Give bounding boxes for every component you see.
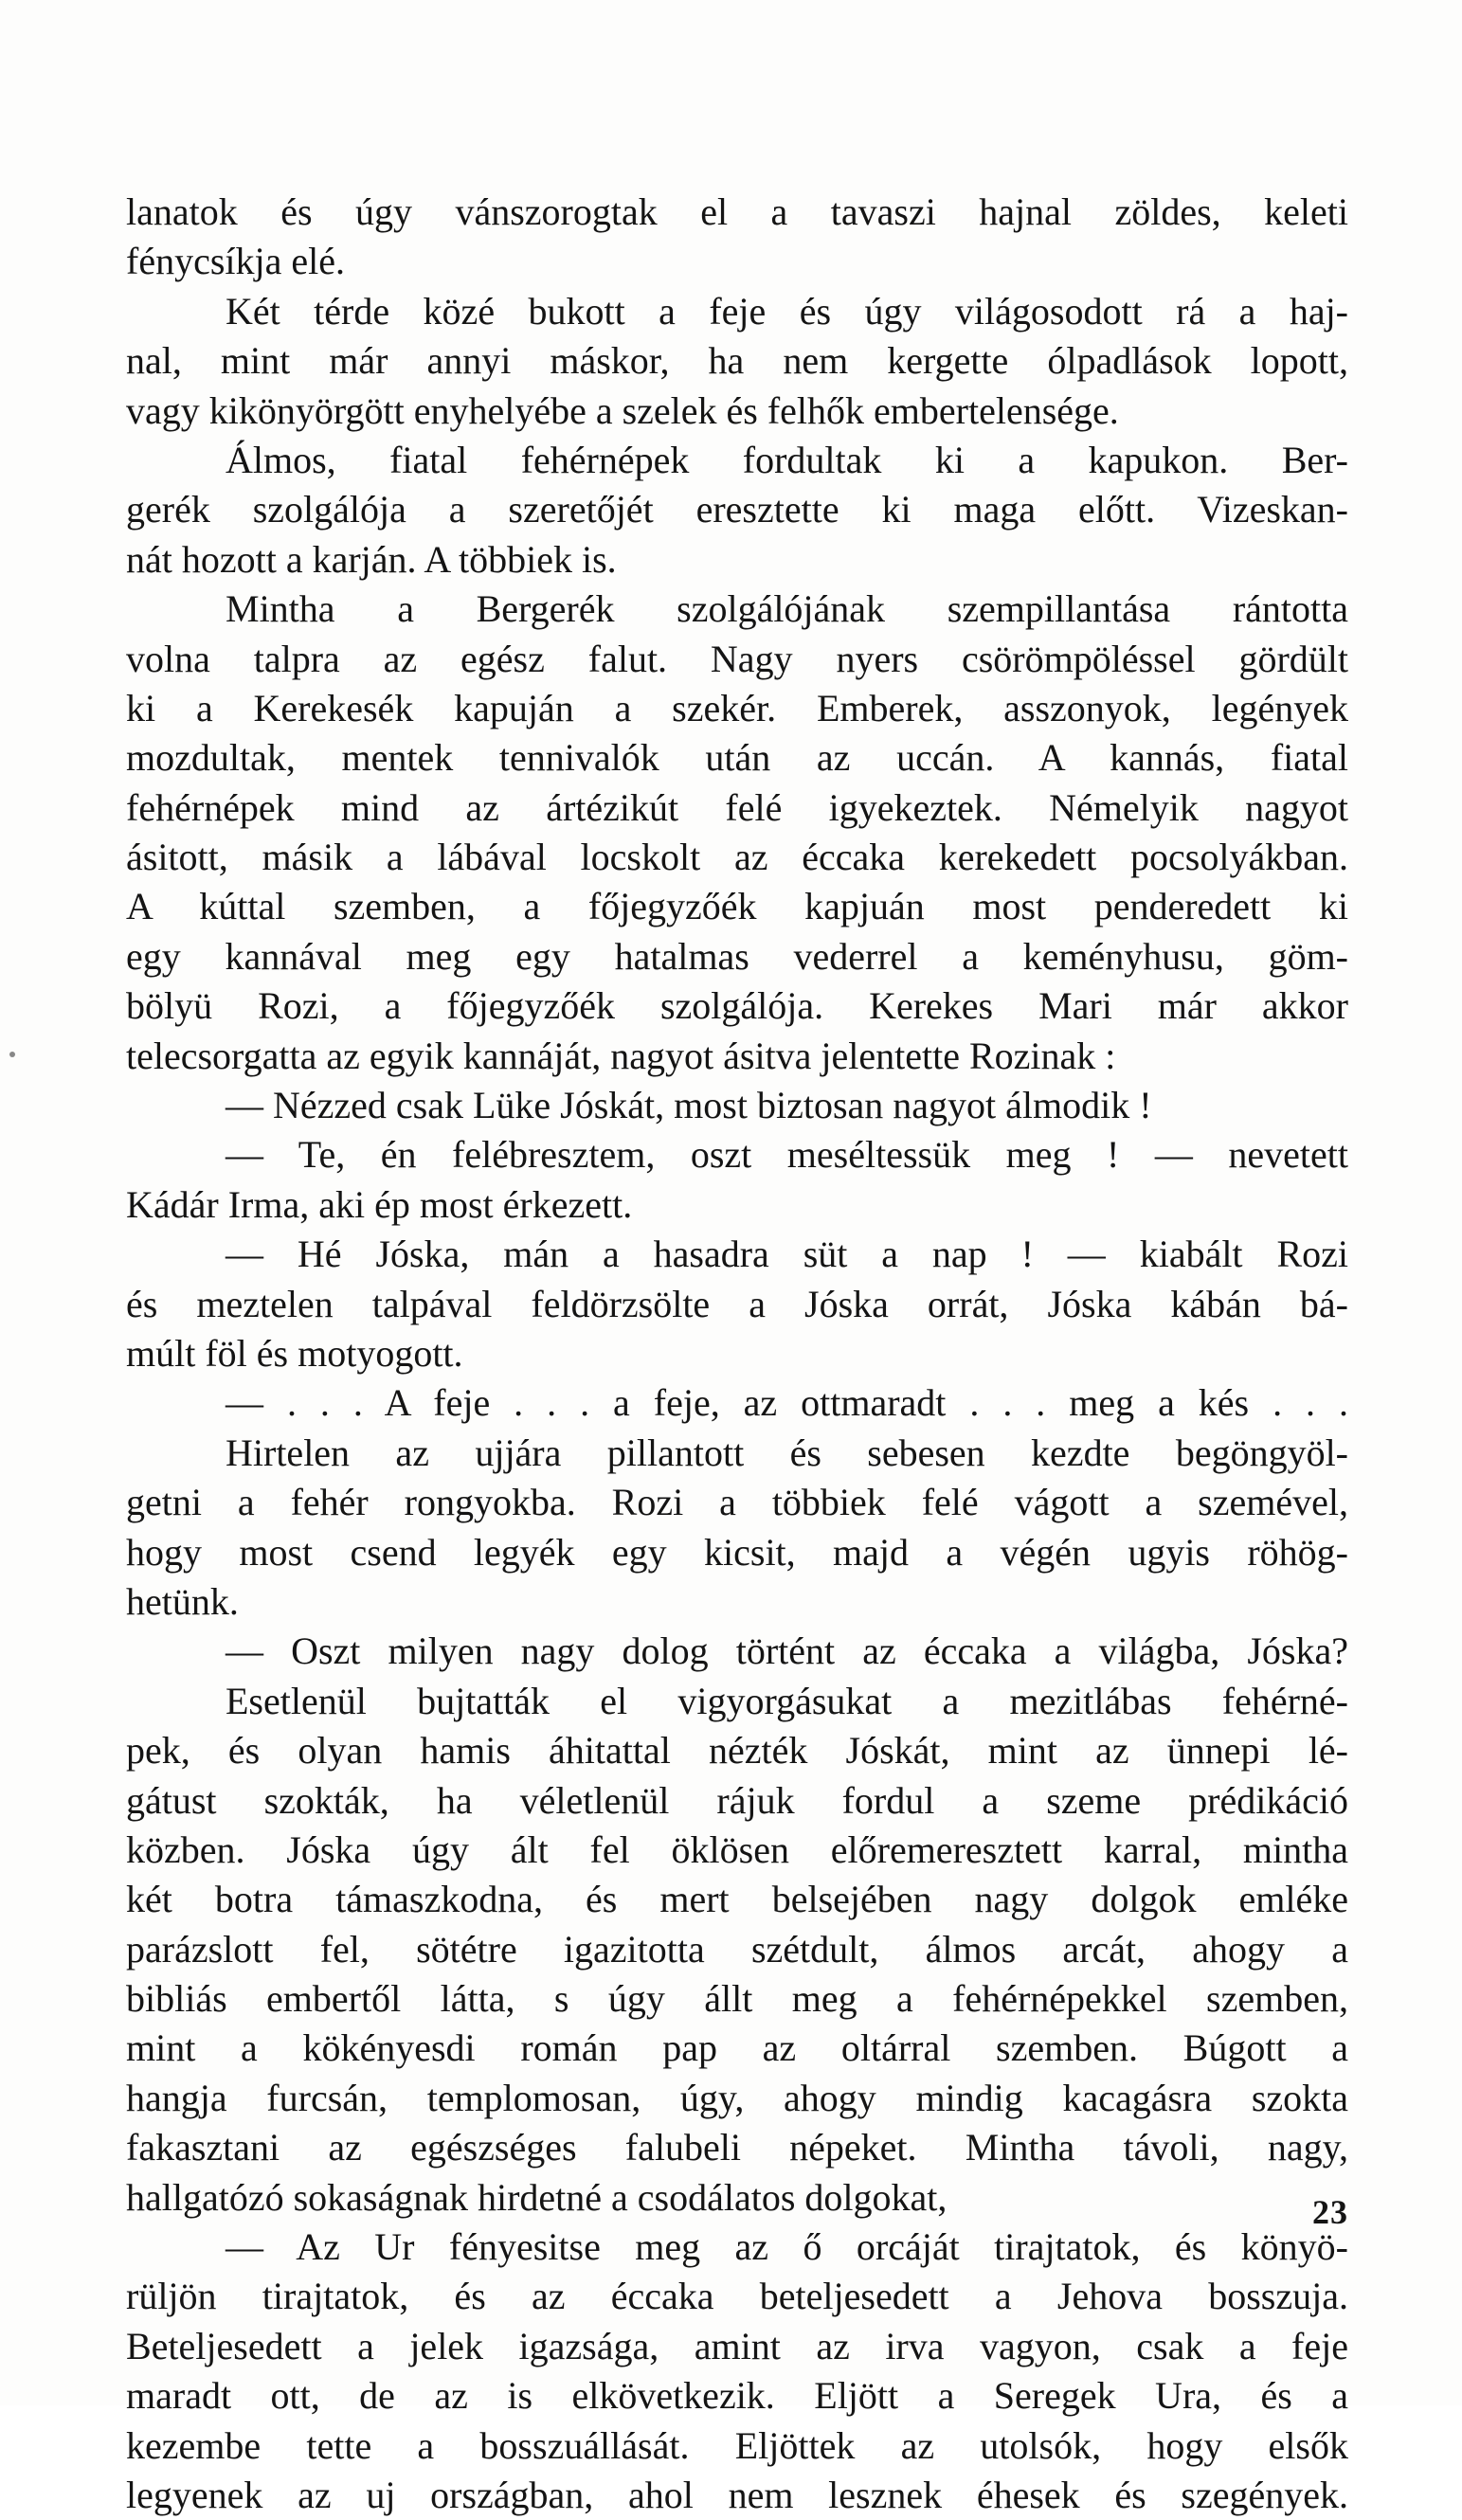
text-line: hallgatózó sokaságnak hirdetné a csodálatos dolgokat, [126, 2175, 948, 2219]
text-line: parázslott fel, sötétre igazitotta szétdult, álmos arcát, ahogy a [126, 1927, 1348, 1971]
text-line: getni a fehér rongyokba. Rozi a többiek felé vágott a szemével, [126, 1481, 1348, 1524]
text-line: — Az Ur fényesitse meg az ő orcáját tirajtatok, és könyö- [226, 2225, 1348, 2269]
text-line: A kúttal szemben, a főjegyzőék kapjuán most penderedett ki [126, 885, 1348, 928]
text-line: pek, és olyan hamis áhitattal nézték Jóskát, mint az ünnepi lé- [126, 1729, 1348, 1773]
text-line: fakasztani az egészséges falubeli népeket. Mintha távoli, nagy, [126, 2126, 1348, 2169]
text-line: — Oszt milyen nagy dolog történt az éccaka a világba, Jóska? [226, 1629, 1348, 1673]
text-line: rüljön tirajtatok, és az éccaka beteljesedett a Jehova bosszuja. [126, 2275, 1348, 2318]
text-line: ásitott, másik a lábával locskolt az éccaka kerekedett pocsolyákban. [126, 836, 1348, 879]
text-line: bibliás embertől látta, s úgy állt meg a fehérnépekkel szemben, [126, 1977, 1348, 2021]
text-line: nát hozott a karján. A többiek is. [126, 537, 617, 581]
text-line: — Te, én felébresztem, oszt meséltessük meg ! — nevetett [226, 1133, 1348, 1177]
text-line: gátust szokták, ha véletlenül rájuk fordul a szeme prédikáció [126, 1778, 1348, 1822]
text-line: bölyü Rozi, a főjegyzőék szolgálója. Kerekes Mari már akkor [126, 984, 1348, 1028]
text-line: mozdultak, mentek tennivalók után az uccán. A kannás, fiatal [126, 736, 1348, 780]
text-line: mint a kökényesdi román pap az oltárral szemben. Búgott a [126, 2026, 1348, 2070]
text-line: hangja furcsán, templomosan, úgy, ahogy mindig kacagásra szokta [126, 2076, 1348, 2119]
text-line: múlt föl és motyogott. [126, 1331, 463, 1375]
text-line: Két térde közé bukott a feje és úgy világosodott rá a haj- [226, 289, 1348, 333]
text-line: — Nézzed csak Lüke Jóskát, most biztosan nagyot álmodik ! [226, 1084, 1152, 1127]
text-line: — . . . A feje . . . a feje, az ottmaradt . . . meg a kés . . . [226, 1381, 1348, 1425]
text-line: hogy most csend legyék egy kicsit, majd a végén ugyis röhög- [126, 1530, 1348, 1574]
text-line: volna talpra az egész falut. Nagy nyers csörömpöléssel gördült [126, 637, 1348, 680]
text-line: lanatok és úgy vánszorogtak el a tavaszi hajnal zöldes, keleti [126, 190, 1348, 233]
text-line: Esetlenül bujtatták el vigyorgásukat a mezitlábas fehérné- [226, 1679, 1348, 1722]
text-line: közben. Jóska úgy ált fel öklösen előremeresztett karral, mintha [126, 1827, 1348, 1871]
text-line: nal, mint már annyi máskor, ha nem kergette ólpadlások lopott, [126, 339, 1348, 383]
text-line: Kádár Irma, aki ép most érkezett. [126, 1182, 633, 1226]
text-line: legyenek az uj országban, ahol nem lesznek éhesek és szegények. [126, 2473, 1348, 2516]
text-line: Beteljesedett a jelek igazsága, amint az irva vagyon, csak a feje [126, 2324, 1348, 2367]
text-line: ki a Kerekesék kapuján a szekér. Emberek, asszonyok, legények [126, 686, 1348, 729]
text-line: Álmos, fiatal fehérnépek fordultak ki a kapukon. Ber- [226, 438, 1348, 481]
text-line: telecsorgatta az egyik kannáját, nagyot ásitva jelentette Rozinak : [126, 1034, 1116, 1077]
text-line: két botra támaszkodna, és mert belsejében nagy dolgok emléke [126, 1878, 1348, 1921]
text-line: fénycsíkja elé. [126, 240, 345, 283]
page-number: 23 [1312, 2193, 1348, 2231]
text-line: fehérnépek mind az ártézikút felé igyekeztek. Némelyik nagyot [126, 785, 1348, 829]
margin-speck [9, 1052, 15, 1057]
text-line: vagy kikönyörgött enyhelyébe a szelek és felhők embertelensége. [126, 388, 1119, 432]
text-line: kezembe tette a bosszuállását. Eljöttek az utolsók, hogy elsők [126, 2423, 1348, 2467]
text-line: hetünk. [126, 1579, 239, 1623]
text-line: Mintha a Bergerék szolgálójának szempillantása rántotta [226, 587, 1348, 631]
body-text [126, 188, 1348, 2520]
text-line: és meztelen talpával feldörzsölte a Jóska orrát, Jóska kábán bá- [126, 1282, 1348, 1325]
text-line: maradt ott, de az is elkövetkezik. Eljött a Seregek Ura, és a [126, 2374, 1348, 2418]
text-line: egy kannával meg egy hatalmas vederrel a keményhusu, göm- [126, 934, 1348, 978]
text-line: Hirtelen az ujjára pillantott és sebesen kezdte begöngyöl- [226, 1431, 1348, 1474]
text-line: — Hé Jóska, mán a hasadra süt a nap ! — kiabált Rozi [226, 1233, 1348, 1276]
text-line: gerék szolgálója a szeretőjét eresztette ki maga előtt. Vizeskan- [126, 488, 1348, 531]
